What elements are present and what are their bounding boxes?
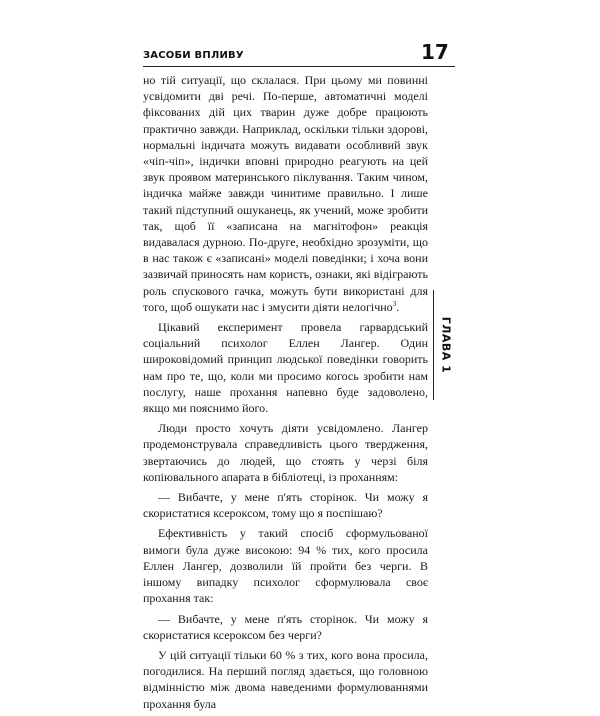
header-divider (143, 66, 455, 67)
running-header-title: ЗАСОБИ ВПЛИВУ (143, 50, 244, 61)
paragraph-2: Цікавий експеримент провела гарвардський соціальний психолог Еллен Лангер. Один широковідомий принцип людської поведінки говорить нам про те, що, коли ми просимо когось зробити нам послугу, наше прохання напевно буде задоволено, якщо ми пояснимо його. (143, 320, 428, 416)
body-text (143, 72, 428, 716)
paragraph-6: — Вибачте, у мене п'ять сторінок. Чи можу я скористатися ксероксом без черги? (143, 611, 428, 642)
paragraph-3: Люди просто хочуть діяти усвідомлено. Лангер продемонструвала справедливість цього твердження, звертаючись до людей, що стоять у черзі біля копіювального апарата в бібліотеці, із проханням: (143, 421, 428, 484)
paragraph-1: но тій ситуації, що склалася. При цьому ми повинні усвідомити дві речі. По-перше, автоматичні моделі фіксованих дій цих тварин дуже добре працюють практично завжди. Наприклад, оскільки тільки здорові, нормальні індичата можуть видавати особливий звук «чіп-чіп», індички вповні природно реагують на цей звук проявом материнського піклування. Таким чином, індичка майже завжди чинитиме правильно. І лише такий підступний ошуканець, як учений, може зробити так, щоб її «записана на магнітофон» реакція видавалася дурною. По-друге, необхідно зрозуміти, що в нас також є «записані» моделі поведінки; і хоча вони зазвичай приносять нам користь, ознаки, які відіграють роль спускового гачка, можуть бути використані для того, щоб ошукати нас і змусити діяти нелогічно$^3$. (143, 73, 428, 314)
side-tab-divider (433, 290, 434, 400)
paragraph-7: У цій ситуації тільки 60 % з тих, кого вона просила, погодилися. На перший погляд здається, що головною відмінністю між двома наведеними формулюваннями прохання була (143, 647, 428, 711)
paragraph-1-text: но тій ситуації, що склалася. При цьому ми повинні усвідомити дві речі. По-перше, автоматичні моделі фіксованих дій цих тварин дуже добре працюють практично завжди. Наприклад, оскільки тільки здорові, нормальні індичата можуть видавати особливий звук «чіп-чіп», індички вповні природно реагують на цей звук проявом материнського піклування. Таким чином, індичка майже завжди чинитиме правильно. І лише такий підступний ошуканець, як учений, може зробити так, щоб її «записана на магнітофон» реакція видавалася дурною. По-друге, необхідно зрозуміти, що в нас також є «записані» моделі поведінки; і хоча вони зазвичай приносять нам користь, ознаки, які відіграють роль спускового гачка, можуть бути використані для того, щоб ошукати нас і змусити діяти нелогічно (143, 73, 428, 314)
chapter-side-tab: ГЛАВА 1 (439, 316, 453, 374)
paragraph-4: — Вибачте, у мене п'ять сторінок. Чи можу я скористатися ксероксом, тому що я поспішаю? (143, 490, 428, 521)
footnote-marker: 3 (392, 299, 397, 308)
paragraph-5: Ефективність у такий спосіб сформульованої вимоги була дуже високою: 94 % тих, кого просила Еллен Лангер, дозволили їй пройти без черги. В іншому випадку психолог сформулювала своє прохання так: (143, 526, 428, 606)
page-number: 17 (421, 40, 449, 64)
